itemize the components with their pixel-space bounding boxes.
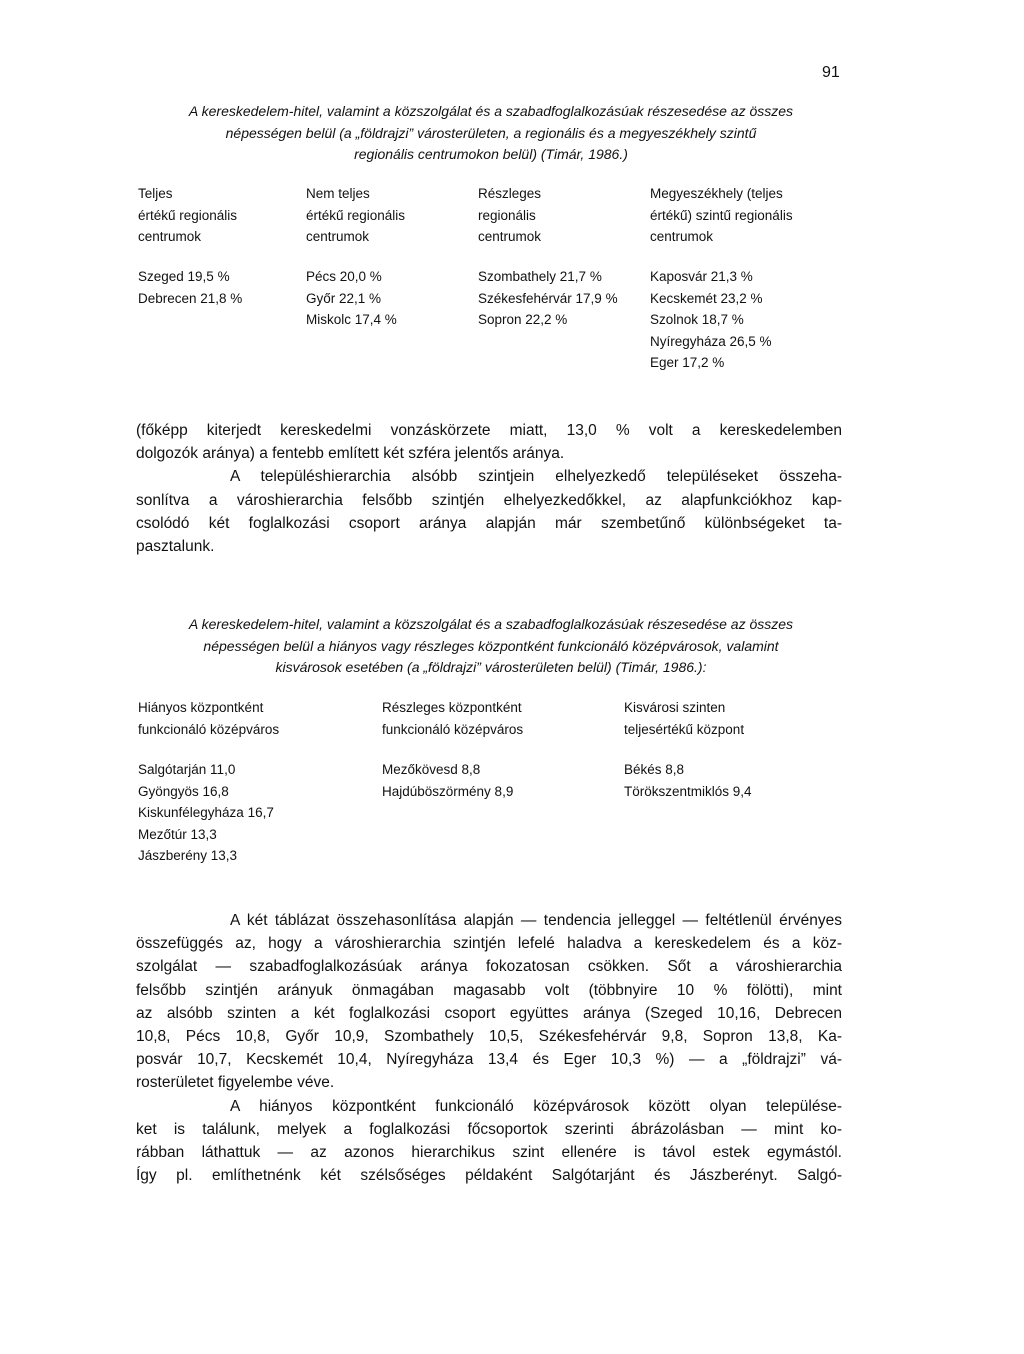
column-header: regionális bbox=[478, 207, 536, 223]
table1-column-partial-regional bbox=[478, 183, 541, 248]
city-entry: Győr 22,1 % bbox=[306, 290, 382, 306]
table2-column-partial-center bbox=[382, 697, 523, 740]
text-line: szolgálat — szabadfoglalkozásúak aránya fokozatosan csökken. Sőt a városhierarchia bbox=[136, 958, 842, 976]
text-line: A két táblázat összehasonlítása alapján — tendencia jelleggel — feltétlenül érvényes bbox=[230, 912, 842, 929]
table1-column-partial-full-regional bbox=[306, 183, 405, 248]
city-entry: Pécs 20,0 % bbox=[306, 269, 382, 284]
column-header: centrumok bbox=[478, 229, 542, 244]
page-number: 91 bbox=[822, 64, 840, 81]
text-line: pasztalunk. bbox=[136, 538, 215, 556]
caption-line: népességen belül (a „földrajzi” városterületen, a regionális és a megyeszékhely szintű bbox=[225, 124, 757, 141]
column-header: centrumok bbox=[138, 229, 202, 244]
column-header: értékű regionális bbox=[138, 207, 238, 223]
table1-column-full-regional-entries bbox=[138, 266, 242, 309]
column-header: funkcionáló középváros bbox=[382, 721, 524, 737]
city-entry: Hajdúböszörmény 8,9 bbox=[382, 783, 514, 799]
table2-caption bbox=[138, 614, 844, 679]
column-header: centrumok bbox=[306, 229, 370, 244]
city-entry: Salgótarján 11,0 bbox=[138, 762, 236, 777]
city-entry: Kecskemét 23,2 % bbox=[650, 290, 763, 306]
text-line: rábban láthattuk — az azonos hierarchikus szint ellenére is távol estek egymástól. bbox=[136, 1144, 842, 1162]
city-entry: Eger 17,2 % bbox=[650, 355, 725, 370]
city-entry: Sopron 22,2 % bbox=[478, 312, 568, 327]
table2-column-small-town-center bbox=[624, 697, 744, 740]
column-header: értékű regionális bbox=[306, 207, 406, 223]
city-entry: Debrecen 21,8 % bbox=[138, 290, 243, 306]
text-line: 10,8, Pécs 10,8, Győr 10,9, Szombathely 10,5, Székesfehérvár 9,8, Sopron 13,8, Ka- bbox=[136, 1028, 842, 1046]
text-line: ket is találunk, melyek a foglalkozási főcsoportok szerinti ábrázolásban — mint ko- bbox=[136, 1120, 842, 1138]
column-header: Részleges központként bbox=[382, 700, 522, 715]
column-header: értékű) szintű regionális bbox=[650, 207, 793, 223]
body-paragraph-2 bbox=[136, 909, 842, 1187]
caption-line: A kereskedelem-hitel, valamint a közszolgálat és a szabadfoglalkozásúak részesedése az összes bbox=[188, 616, 794, 632]
city-entry: Szolnok 18,7 % bbox=[650, 312, 744, 327]
column-header: Kisvárosi szinten bbox=[624, 700, 726, 715]
text-line: posvár 10,7, Kecskemét 10,4, Nyíregyháza 13,4 és Eger 10,3 %) — a „földrajzi” vá- bbox=[136, 1051, 842, 1069]
table1-column-county-seat-entries bbox=[650, 266, 772, 374]
body-paragraph-1 bbox=[136, 419, 842, 558]
city-entry: Jászberény 13,3 bbox=[138, 848, 238, 863]
caption-line: népességen belül a hiányos vagy részleges központként funkcionáló középvárosok, valamint bbox=[203, 637, 779, 654]
table1-column-full-regional bbox=[138, 183, 237, 248]
text-line: Így pl. említhetnénk két szélsőséges példaként Salgótarjánt és Jászberényt. Salgó- bbox=[136, 1167, 842, 1185]
city-entry: Nyíregyháza 26,5 % bbox=[650, 333, 772, 349]
text-line: csolódó két foglalkozási csoport aránya alapján már szembetűnő különbségeket ta- bbox=[136, 514, 842, 532]
column-header: funkcionáló középváros bbox=[138, 721, 280, 737]
city-entry: Törökszentmiklós 9,4 bbox=[624, 783, 752, 799]
caption-line: A kereskedelem-hitel, valamint a közszolgálat és a szabadfoglalkozásúak részesedése az összes bbox=[188, 103, 794, 119]
table2-column-deficient-center bbox=[138, 697, 279, 740]
text-line: dolgozók aránya) a fentebb említett két szféra jelentős aránya. bbox=[136, 445, 565, 463]
column-header: teljesértékű központ bbox=[624, 721, 745, 737]
text-line: rosterületet figyelembe véve. bbox=[136, 1074, 335, 1092]
table1-caption bbox=[138, 101, 844, 166]
city-entry: Békés 8,8 bbox=[624, 762, 685, 777]
table2-column-partial-center-entries bbox=[382, 759, 513, 802]
column-header: centrumok bbox=[650, 229, 714, 244]
table2-column-small-town-center-entries bbox=[624, 759, 752, 802]
text-line: A hiányos központként funkcionáló középvárosok között olyan települése- bbox=[230, 1097, 842, 1115]
column-header: Teljes bbox=[138, 186, 173, 201]
table2-column-deficient-center-entries bbox=[138, 759, 274, 867]
text-line: (főképp kiterjedt kereskedelmi vonzáskörzete miatt, 13,0 % volt a kereskedelemben bbox=[136, 422, 842, 439]
column-header: Részleges bbox=[478, 186, 542, 201]
city-entry: Mezőkövesd 8,8 bbox=[382, 762, 481, 777]
table1-column-partial-regional-entries bbox=[478, 266, 618, 331]
text-line: összefüggés az, hogy a városhierarchia szintjén lefelé haladva a kereskedelem és a köz- bbox=[136, 935, 842, 953]
city-entry: Kaposvár 21,3 % bbox=[650, 269, 753, 284]
table1-column-county-seat bbox=[650, 183, 793, 248]
city-entry: Szeged 19,5 % bbox=[138, 269, 230, 284]
city-entry: Miskolc 17,4 % bbox=[306, 312, 397, 327]
text-line: az alsóbb szinten a két foglalkozási csoport együttes aránya (Szeged 10,16, Debrecen bbox=[136, 1004, 842, 1022]
table1-column-partial-full-regional-entries bbox=[306, 266, 397, 331]
column-header: Hiányos központként bbox=[138, 700, 264, 715]
column-header: Nem teljes bbox=[306, 186, 370, 201]
city-entry: Kiskunfélegyháza 16,7 bbox=[138, 805, 274, 820]
city-entry: Székesfehérvár 17,9 % bbox=[478, 290, 618, 306]
column-header: Megyeszékhely (teljes bbox=[650, 186, 783, 201]
city-entry: Mezőtúr 13,3 bbox=[138, 826, 217, 842]
city-entry: Szombathely 21,7 % bbox=[478, 269, 602, 284]
text-line: A településhierarchia alsóbb szintjein elhelyezkedő településeket összeha- bbox=[230, 468, 842, 486]
city-entry: Gyöngyös 16,8 bbox=[138, 783, 229, 799]
text-line: felsőbb szintjén arányuk önmagában magasabb volt (többnyire 10 % fölötti), mint bbox=[136, 981, 842, 999]
text-line: sonlítva a városhierarchia felsőbb szintjén elhelyezkedőkkel, az alapfunkciókhoz kap- bbox=[136, 491, 842, 509]
caption-line: kisvárosok esetében (a „földrajzi” városterületen belül) (Timár, 1986.): bbox=[275, 659, 707, 675]
caption-line: regionális centrumokon belül) (Timár, 1986.) bbox=[354, 146, 628, 162]
